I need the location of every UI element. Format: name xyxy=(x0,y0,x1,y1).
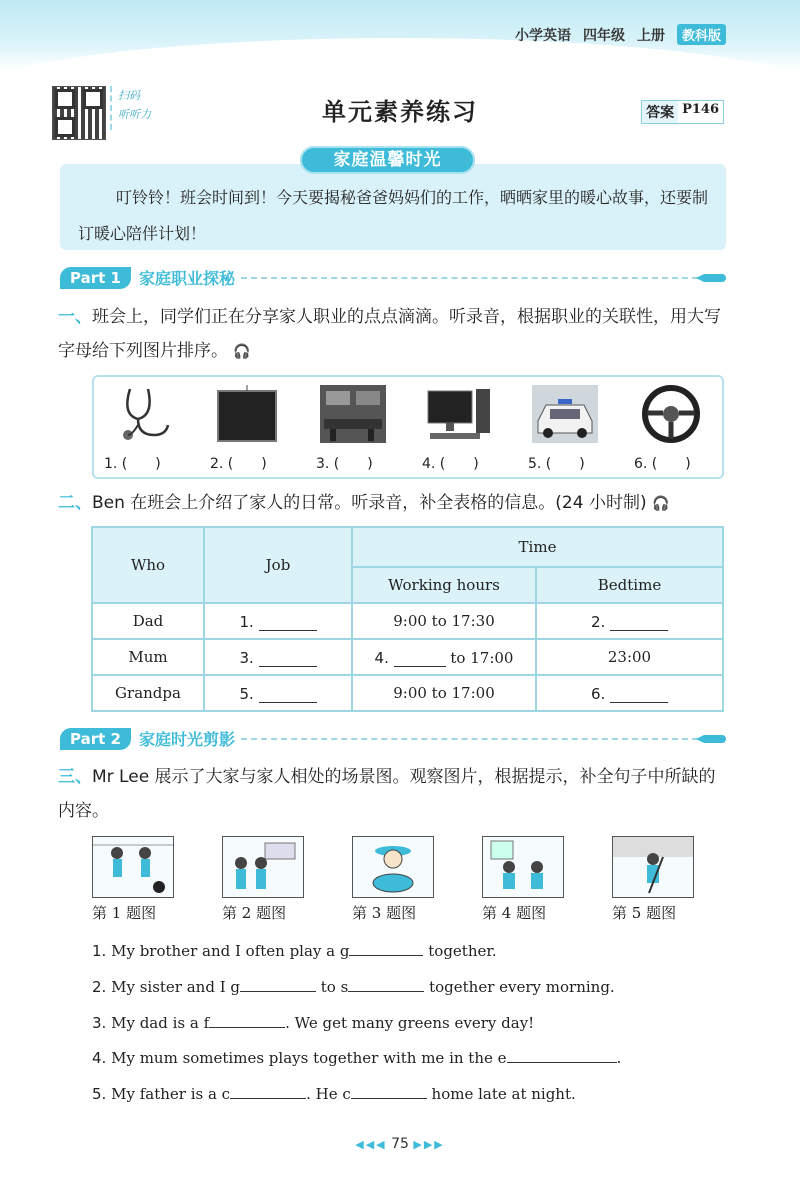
cell-bed: 23:00 xyxy=(536,639,723,675)
sentence-4: 4. My mum sometimes plays together with me in the e . xyxy=(92,1049,622,1067)
picture-computer xyxy=(418,383,500,473)
part1-pill: Part 1 xyxy=(60,267,131,289)
cell-work: 9:00 to 17:00 xyxy=(352,675,536,711)
question-number: 一、 xyxy=(58,307,92,327)
headphones-icon[interactable]: 🎧 xyxy=(652,496,670,512)
computer-icon xyxy=(426,385,492,443)
picture-stethoscope xyxy=(100,383,182,473)
cell-bed[interactable]: 6. xyxy=(536,675,723,711)
table-row xyxy=(92,603,723,639)
blank[interactable] xyxy=(610,684,668,703)
header-working-hours: Working hours xyxy=(352,567,536,603)
question-number: 二、 xyxy=(58,493,92,513)
grade: 四年级 xyxy=(582,27,625,44)
sentence-1: 1. My brother and I often play a g together. xyxy=(92,942,497,960)
question-number: 三、 xyxy=(58,767,92,787)
caption-1: 第 1 题图 xyxy=(92,904,157,922)
blank[interactable] xyxy=(209,1012,285,1028)
scene-pictures xyxy=(92,836,732,926)
scene-football xyxy=(92,836,174,898)
pencil-icon xyxy=(704,274,726,282)
part2-name: 家庭时光剪影 xyxy=(138,730,235,749)
answer-slot-3[interactable]: 3. ( ) xyxy=(316,456,373,472)
headphones-icon[interactable]: 🎧 xyxy=(233,344,251,360)
part2-pill: Part 2 xyxy=(60,728,131,750)
question-2 xyxy=(58,486,728,521)
blank[interactable] xyxy=(259,612,317,631)
office-icon xyxy=(320,385,386,443)
question-text: 班会上，同学们正在分享家人职业的点点滴滴。听录音，根据职业的关联性，用大写字母给下列图片排序。 xyxy=(58,307,721,361)
cell-who: Mum xyxy=(92,639,204,675)
sentence-5: 5. My father is a c . He c home late at night. xyxy=(92,1085,576,1103)
answer-slot-6[interactable]: 6. ( ) xyxy=(634,456,691,472)
answer-reference xyxy=(641,100,724,124)
cell-who: Dad xyxy=(92,603,204,639)
question-text: Mr Lee 展示了大家与家人相处的场景图。观察图片，根据提示，补全句子中所缺的内容。 xyxy=(58,767,716,821)
scan-line1: 扫码 xyxy=(118,89,140,102)
blank[interactable] xyxy=(230,1083,306,1099)
picture-police-car xyxy=(524,383,606,473)
picture-row xyxy=(92,375,724,479)
part1-name: 家庭职业探秘 xyxy=(138,269,235,288)
daily-schedule-table xyxy=(91,526,724,712)
blank[interactable] xyxy=(394,648,446,667)
blank[interactable] xyxy=(351,1083,427,1099)
divider xyxy=(241,738,698,740)
blank[interactable] xyxy=(240,976,316,992)
blackboard-icon xyxy=(214,385,280,443)
sentence-2: 2. My sister and I g to s together every morning. xyxy=(92,978,615,996)
divider xyxy=(241,277,698,279)
scene-walk xyxy=(222,836,304,898)
picture-steering-wheel xyxy=(630,383,712,473)
police-car-icon xyxy=(532,385,598,443)
part2-header xyxy=(60,727,726,750)
header-time: Time xyxy=(352,527,723,567)
stethoscope-icon xyxy=(108,385,174,443)
picture-blackboard xyxy=(206,383,288,473)
table-row xyxy=(92,639,723,675)
page-title: 单元素养练习 xyxy=(322,98,478,126)
blank[interactable] xyxy=(259,684,317,703)
header-who: Who xyxy=(92,527,204,603)
caption-3: 第 3 题图 xyxy=(352,904,417,922)
scene-farmer xyxy=(352,836,434,898)
table-row xyxy=(92,675,723,711)
answer-slot-2[interactable]: 2. ( ) xyxy=(210,456,267,472)
caption-4: 第 4 题图 xyxy=(482,904,547,922)
subject: 小学英语 xyxy=(514,27,571,44)
answer-slot-5[interactable]: 5. ( ) xyxy=(528,456,585,472)
intro-tab: 家庭温馨时光 xyxy=(300,146,475,174)
steering-wheel-icon xyxy=(638,385,704,443)
answer-slot-1[interactable]: 1. ( ) xyxy=(104,456,161,472)
cell-job[interactable]: 3. xyxy=(204,639,352,675)
answer-page: P146 xyxy=(682,102,719,117)
picture-office xyxy=(312,383,394,473)
cell-job[interactable]: 1. xyxy=(204,603,352,639)
question-3 xyxy=(58,760,728,828)
edition-badge: 教科版 xyxy=(677,24,726,45)
cell-who: Grandpa xyxy=(92,675,204,711)
cell-bed[interactable]: 2. xyxy=(536,603,723,639)
question-1 xyxy=(58,300,728,369)
part1-header xyxy=(60,266,726,289)
caption-5: 第 5 题图 xyxy=(612,904,677,922)
blank[interactable] xyxy=(259,648,317,667)
blank[interactable] xyxy=(610,612,668,631)
page-number: 75 xyxy=(391,1136,409,1152)
cell-work: 9:00 to 17:30 xyxy=(352,603,536,639)
scan-line2: 听听力 xyxy=(118,108,151,121)
blank[interactable] xyxy=(348,976,424,992)
term: 上册 xyxy=(636,27,665,44)
pencil-icon xyxy=(704,735,726,743)
header-job: Job xyxy=(204,527,352,603)
left-arrows-icon: ◀◀◀ xyxy=(355,1138,387,1151)
scene-cleaner xyxy=(612,836,694,898)
sentence-3: 3. My dad is a f . We get many greens every day! xyxy=(92,1014,535,1032)
header-bedtime: Bedtime xyxy=(536,567,723,603)
book-header xyxy=(515,24,726,45)
intro-text: 叮铃铃！班会时间到！今天要揭秘爸爸妈妈们的工作，晒晒家里的暖心故事，还要制订暖心陪伴计划！ xyxy=(78,188,709,243)
answer-label: 答案 xyxy=(642,101,678,123)
page-footer xyxy=(0,1136,800,1152)
answer-slot-4[interactable]: 4. ( ) xyxy=(422,456,479,472)
cell-job[interactable]: 5. xyxy=(204,675,352,711)
scene-family-room xyxy=(482,836,564,898)
blank[interactable] xyxy=(349,940,423,956)
blank[interactable] xyxy=(507,1047,617,1063)
cell-work[interactable]: 4. to 17:00 xyxy=(352,639,536,675)
right-arrows-icon: ▶▶▶ xyxy=(413,1138,445,1151)
question-text: Ben 在班会上介绍了家人的日常。听录音，补全表格的信息。(24 小时制) xyxy=(92,493,647,513)
caption-2: 第 2 题图 xyxy=(222,904,287,922)
